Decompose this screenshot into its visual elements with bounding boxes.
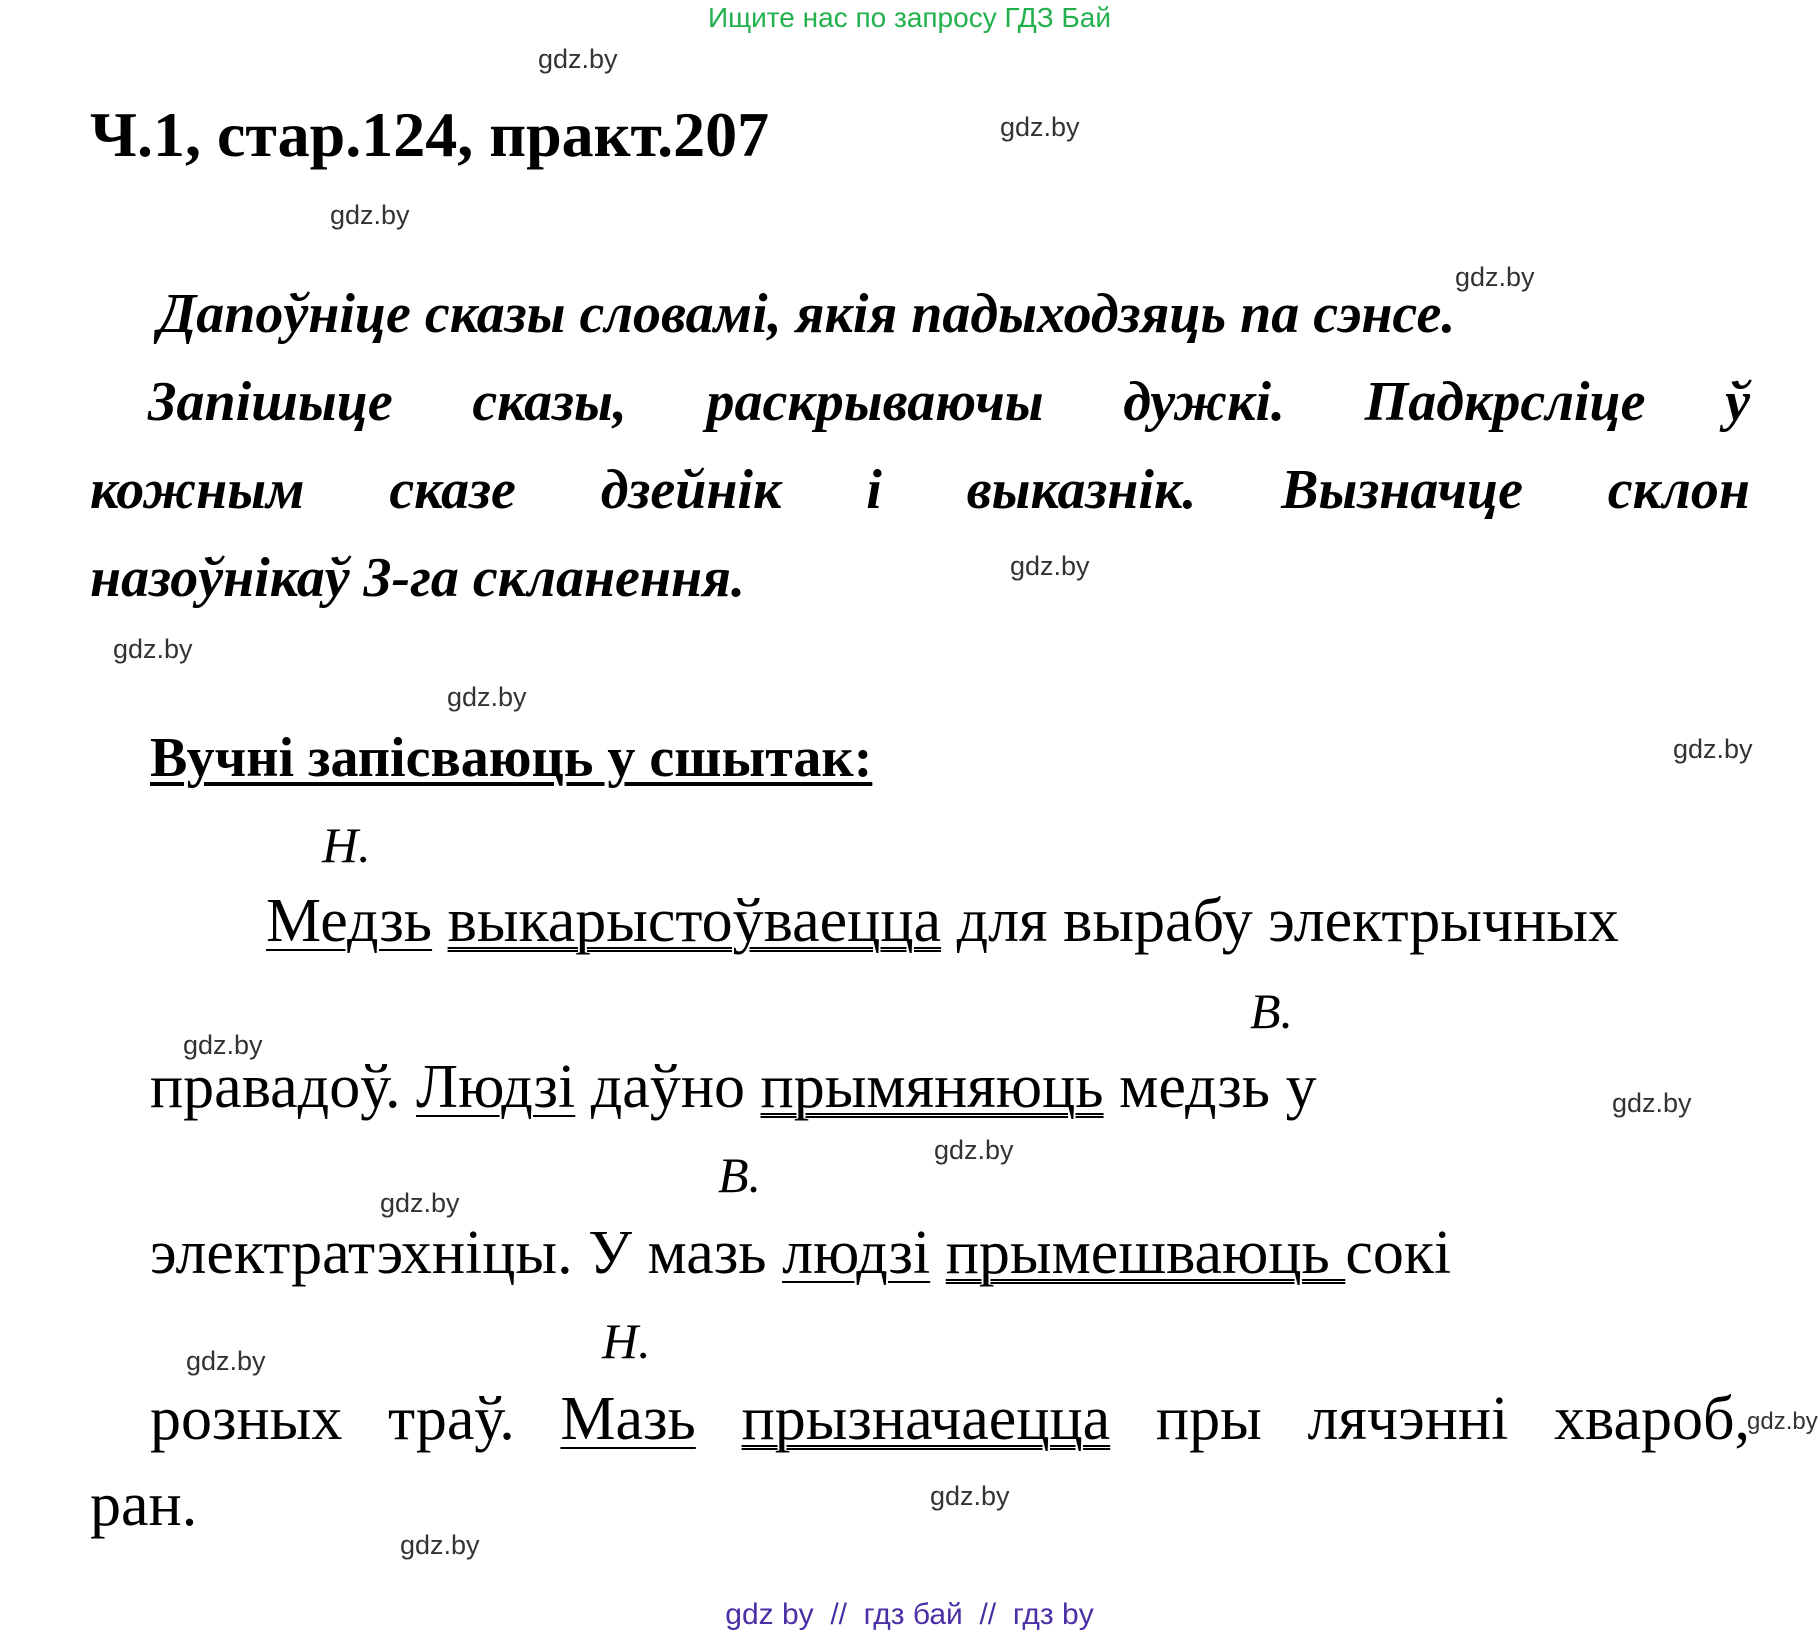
footer-links[interactable]: gdz by // гдз бай // гдз by: [725, 1598, 1094, 1631]
subject-word: людзі: [782, 1219, 931, 1287]
watermark: gdz.by: [183, 1030, 263, 1060]
predicate-word: прымяняюць: [760, 1053, 1104, 1121]
watermark: gdz.by: [447, 682, 527, 712]
answer-line: [266, 886, 1619, 957]
answer-line: ран.: [90, 1471, 198, 1539]
plain-text: розных траў.: [150, 1385, 515, 1453]
case-mark: Н.: [322, 817, 371, 873]
task-text-line: Дапоўніце сказы словамі, якія падыходзяць па сэнсе.: [158, 283, 1456, 345]
answer-line: [150, 1384, 1750, 1455]
watermark: gdz.by: [330, 200, 410, 230]
plain-text: даўно: [590, 1053, 746, 1121]
task-text-line: назоўнікаў 3-га скланення.: [90, 547, 745, 609]
watermark: gdz.by: [934, 1135, 1014, 1165]
task-text-line: кожным сказе дзейнік і выказнік. Вызначце склон: [90, 459, 1750, 521]
predicate-word: выкарыстоўваецца: [447, 887, 942, 955]
answer-line: [150, 1052, 1317, 1123]
watermark: gdz.by: [930, 1481, 1010, 1511]
watermark: gdz.by: [1010, 551, 1090, 581]
watermark: gdz.by: [538, 44, 618, 74]
predicate-word: прызначаецца: [741, 1385, 1111, 1453]
case-mark: В.: [1250, 983, 1294, 1039]
plain-text: электратэхніцы. У мазь: [150, 1219, 767, 1287]
plain-text: пры лячэнні хвароб,: [1155, 1385, 1751, 1453]
subject-word: Медзь: [266, 887, 433, 955]
case-mark: В.: [718, 1147, 762, 1203]
plain-text: правадоў.: [150, 1053, 401, 1121]
task-text-line: Запішыце сказы, раскрываючы дужкі. Падкрсліце ў: [148, 371, 1750, 433]
watermark: gdz.by: [1000, 112, 1080, 142]
watermark: gdz.by: [1612, 1088, 1692, 1118]
predicate-word: прымешваюць: [945, 1219, 1346, 1287]
plain-text: медзь у: [1119, 1053, 1317, 1121]
top-banner[interactable]: Ищите нас по запросу ГДЗ Бай: [707, 2, 1112, 33]
subject-word: Мазь: [560, 1385, 696, 1453]
watermark: gdz.by: [1747, 1408, 1818, 1435]
watermark: gdz.by: [1673, 734, 1753, 764]
section-heading: Вучні запісваюць у сшытак:: [150, 727, 873, 789]
case-mark: Н.: [602, 1313, 651, 1369]
page-title: Ч.1, стар.124, практ.207: [90, 99, 770, 170]
plain-text: сокі: [1345, 1219, 1452, 1287]
watermark: gdz.by: [400, 1530, 480, 1560]
answer-line: [150, 1218, 1451, 1289]
watermark: gdz.by: [113, 634, 193, 664]
plain-text: для вырабу электрычных: [956, 887, 1619, 955]
watermark: gdz.by: [186, 1346, 266, 1376]
watermark: gdz.by: [380, 1188, 460, 1218]
subject-word: Людзі: [416, 1053, 576, 1121]
watermark: gdz.by: [1455, 262, 1535, 292]
